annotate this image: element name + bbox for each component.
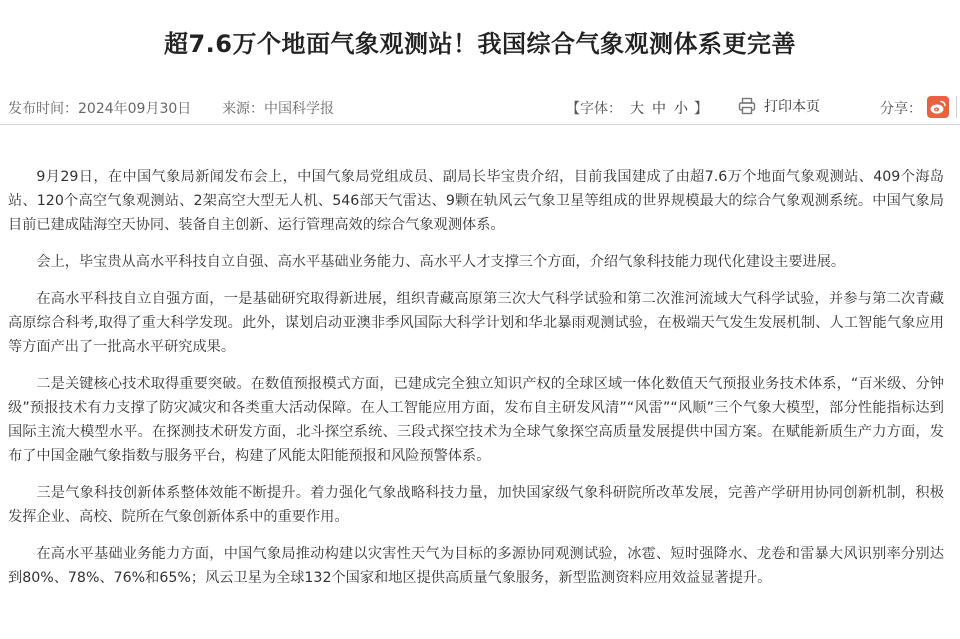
article-paragraph: 三是气象科技创新体系整体效能不断提升。着力强化气象战略科技力量，加快国家级气象科研院所改革发展，完善产学研用协同创新机制，积极发挥企业、高校、院所在气象创新体系中的重要作用。 <box>8 485 944 525</box>
publish-date: 2024年09月30日 <box>78 101 192 117</box>
font-size-label-open: 【字体： <box>566 101 622 117</box>
article-paragraph: 9月29日，在中国气象局新闻发布会上，中国气象局党组成员、副局长毕宝贵介绍，目前我国建成了由超7.6万个地面气象观测站、409个海岛站、120个高空气象观测站、2架高空大型无人机、546部天气雷达、9颗在轨风云气象卫星等组成的世界规模最大的综合气象观测系统。中国气象局目前已建成陆海空天协同、装备自主创新、运行管理高效的综合气象观测体系。 <box>8 169 944 233</box>
share-more-button[interactable] <box>956 96 960 118</box>
weibo-icon <box>927 96 949 118</box>
font-size-medium-button[interactable]: 中 <box>652 101 666 117</box>
article-title: 超7.6万个地面气象观测站！我国综合气象观测体系更完善 <box>163 30 796 58</box>
article-body <box>8 165 944 603</box>
article-paragraph: 二是关键核心技术取得重要突破。在数值预报模式方面，已建成完全独立知识产权的全球区域一体化数值天气预报业务技术体系，“百米级、分钟级”预报技术有力支撑了防灾减灾和各类重大活动保障。在人工智能应用方面，发布自主研发风清”“风雷”“风顺”三个气象大模型，部分性能指标达到国际主流大模型水平。在探测技术研发方面，北斗探空系统、三段式探空技术为全球气象探空高质量发展提供中国方案。在赋能新质生产力方面，发布了中国金融气象指数与服务平台，构建了风能太阳能预报和风险预警体系。 <box>8 376 944 464</box>
font-size-switcher <box>566 98 708 118</box>
source-name: 中国科学报 <box>264 101 334 117</box>
print-label: 打印本页 <box>764 99 820 115</box>
article-meta-bar <box>0 92 960 125</box>
source-info <box>222 98 334 118</box>
printer-icon <box>738 97 756 115</box>
share-label: 分享： <box>880 101 922 117</box>
article-paragraph: 在高水平科技自立自强方面，一是基础研究取得新进展，组织青藏高原第三次大气科学试验和第二次淮河流域大气科学试验，并参与第二次青藏高原综合科考,取得了重大科学发现。此外，谋划启动亚澳非季风国际大科学计划和华北暴雨观测试验，在极端天气发生发展机制、人工智能气象应用等方面产出了一批高水平研究成果。 <box>8 291 944 355</box>
font-size-small-button[interactable]: 小 <box>674 101 688 117</box>
article-paragraph: 会上，毕宝贵从高水平科技自立自强、高水平基础业务能力、高水平人才支撑三个方面，介绍气象科技能力现代化建设主要进展。 <box>36 254 846 270</box>
article-paragraph: 在高水平基础业务能力方面，中国气象局推动构建以灾害性天气为目标的多源协同观测试验，冰雹、短时强降水、龙卷和雷暴大风识别率分别达到80%、78%、76%和65%；风云卫星为全球132个国家和地区提供高质量气象服务，新型监测资料应用效益显著提升。 <box>8 546 944 586</box>
publish-label: 发布时间： <box>8 101 78 117</box>
source-label: 来源： <box>222 101 264 117</box>
print-page-button[interactable] <box>738 96 820 116</box>
publish-info <box>8 98 191 118</box>
weibo-share-button[interactable] <box>927 96 949 118</box>
font-size-label-close: 】 <box>694 101 708 117</box>
font-size-large-button[interactable]: 大 <box>630 101 644 117</box>
